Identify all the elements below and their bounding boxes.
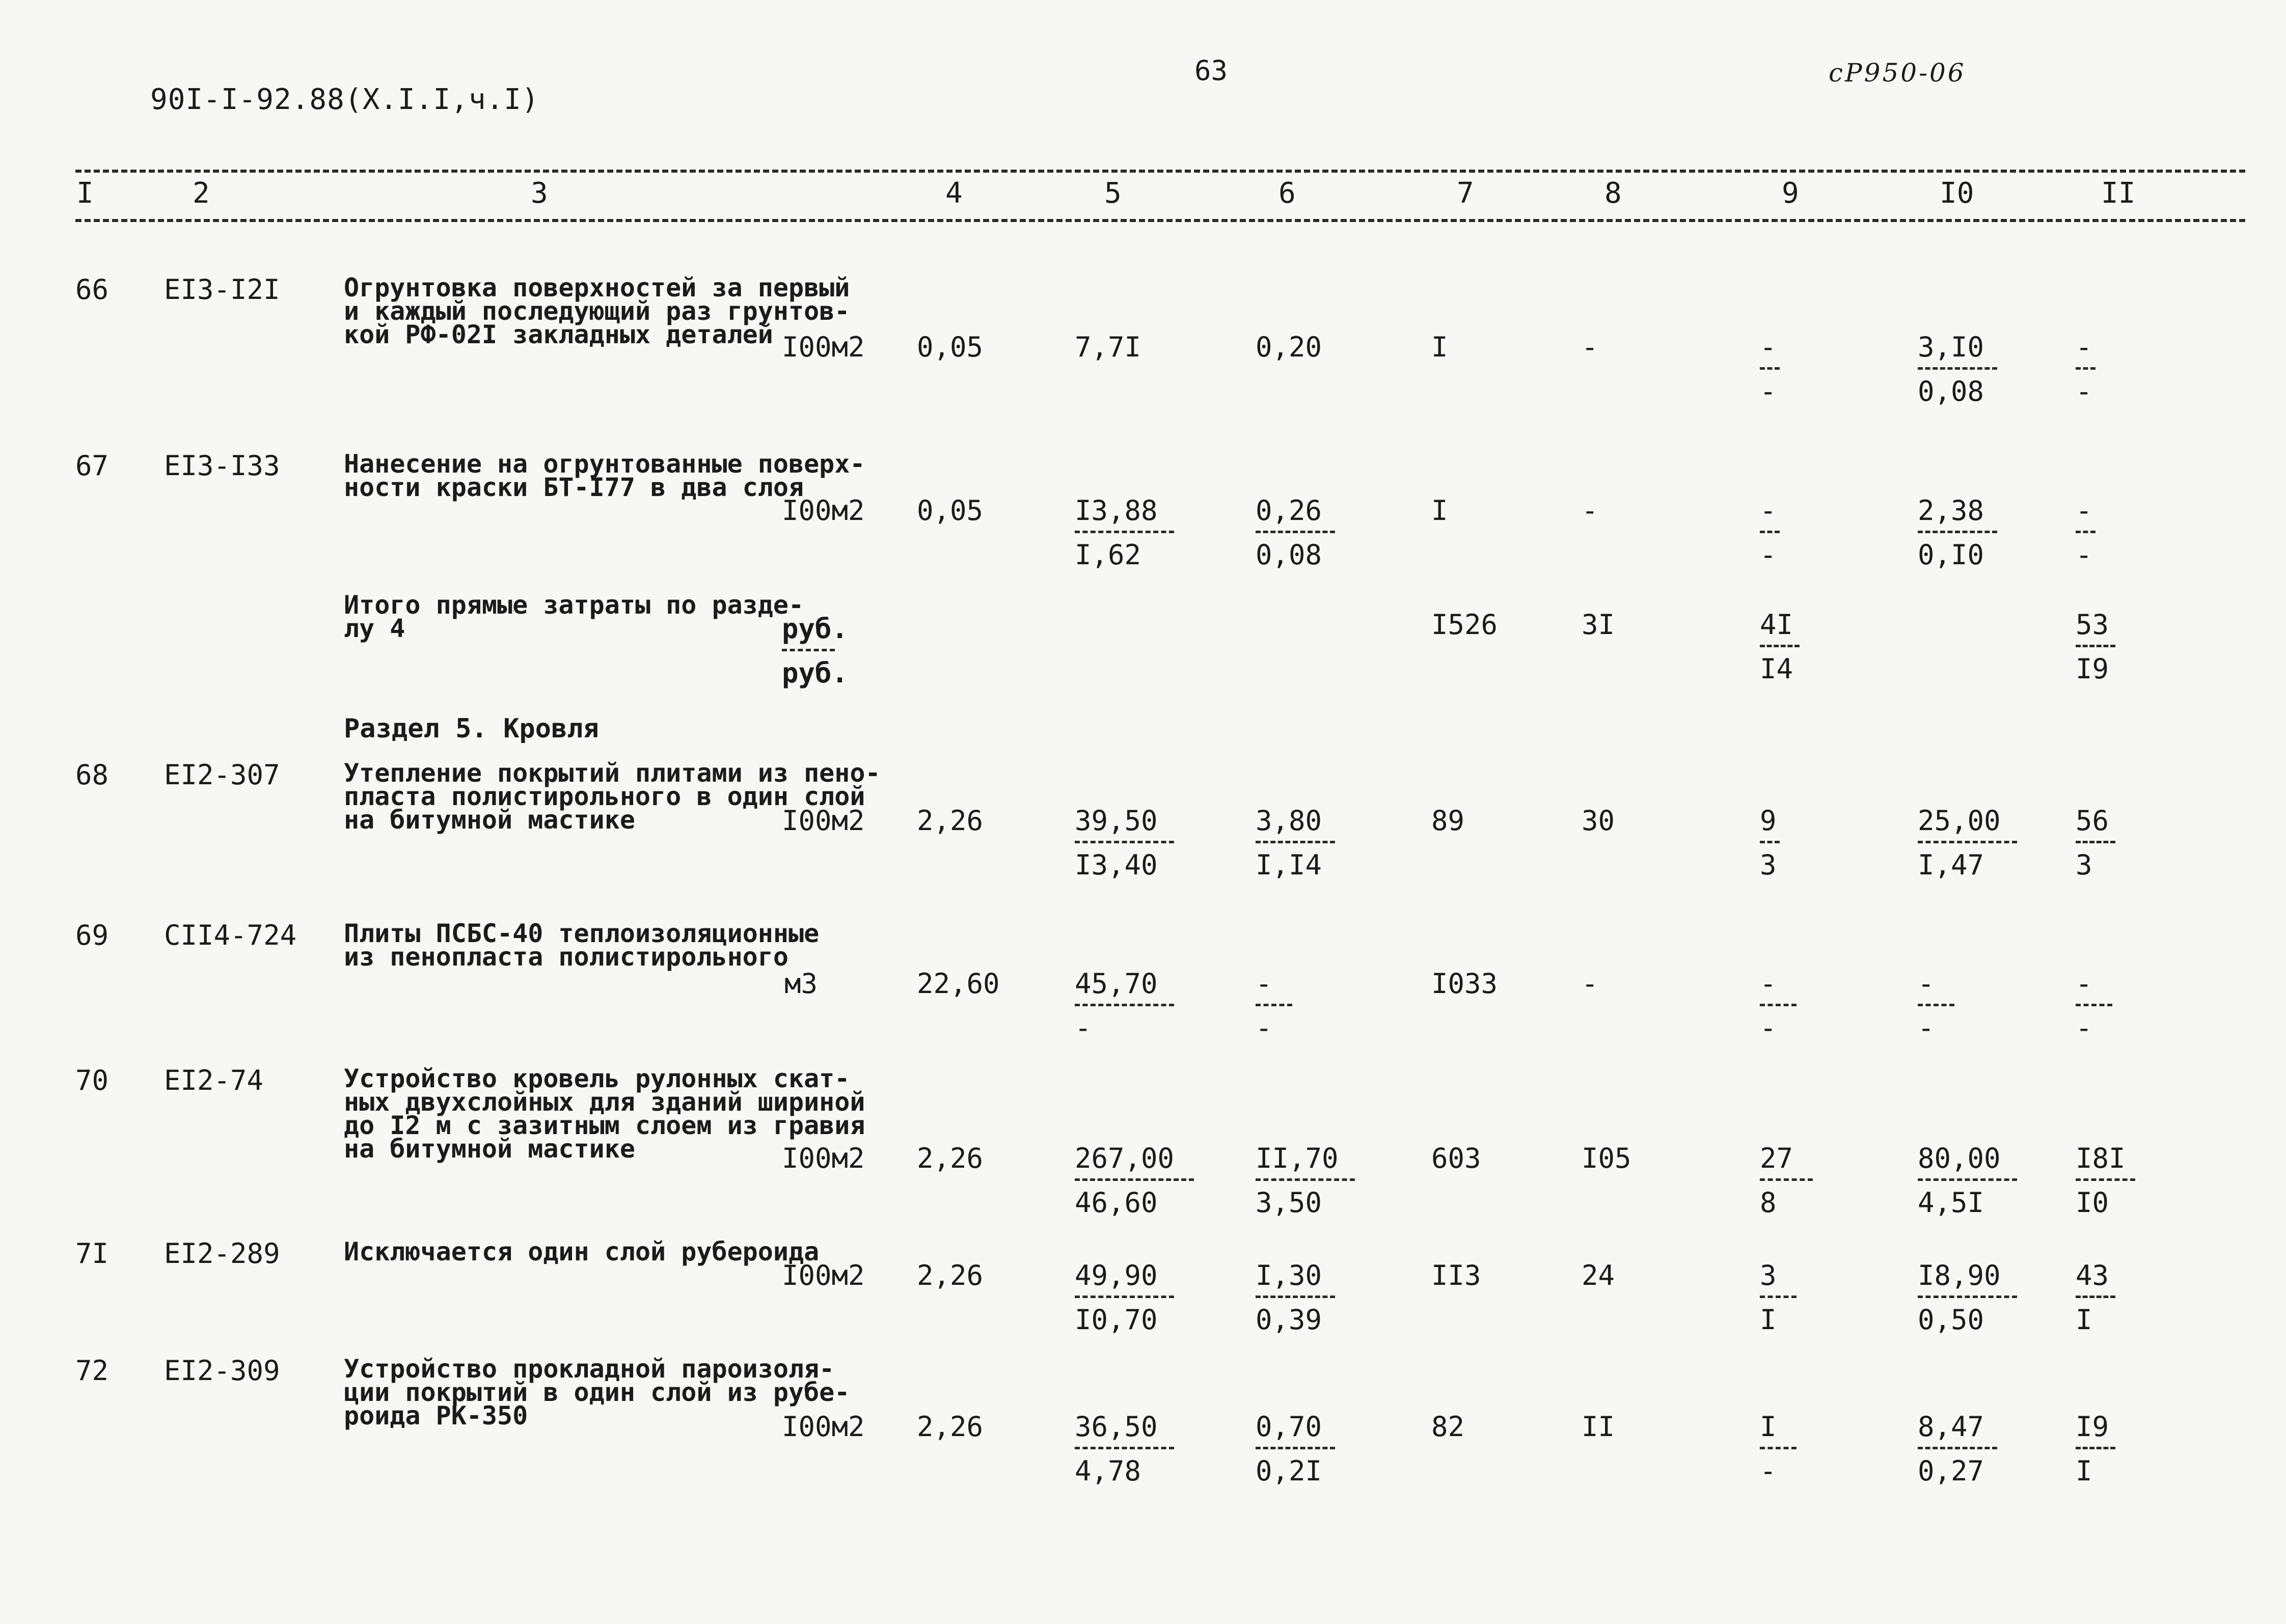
row-code: EI2-307 [164, 759, 280, 791]
row-col8: II [1582, 1411, 1615, 1443]
col-header-11: II [2101, 177, 2136, 210]
row-quantity: 22,60 [917, 968, 1000, 1000]
document-stamp: cP950-06 [1829, 58, 1966, 88]
col-header-3: 3 [531, 177, 548, 210]
row-col10: - - [1918, 970, 1935, 1042]
row-col7: 603 [1431, 1142, 1481, 1174]
col-header-6: 6 [1278, 177, 1296, 210]
row-col11: I8I I0 [2076, 1145, 2126, 1217]
row-col10: 8,47 0,27 [1918, 1413, 1984, 1485]
row-col10: 3,I0 0,08 [1918, 334, 1984, 405]
row-unit: I00м2 [782, 1142, 865, 1174]
row-unit: I00м2 [782, 805, 865, 837]
row-col6: 0,70 0,2I [1256, 1413, 1322, 1485]
row-col6: 0,26 0,08 [1256, 497, 1322, 569]
row-description: Огрунтовка поверхностей за первый и каждый последующий раз грунтов- кой РФ-02I закладных деталей [344, 273, 850, 349]
row-number: 7I [75, 1237, 109, 1270]
col-header-5: 5 [1104, 177, 1122, 210]
header-top-rule [75, 170, 2245, 173]
col-header-2: 2 [193, 177, 210, 210]
document-code: 90I-I-92.88(X.I.I,ч.I) [150, 83, 539, 116]
row-number: 72 [75, 1355, 109, 1387]
row-col9: I - [1760, 1413, 1777, 1485]
row-col6: - - [1256, 970, 1272, 1042]
row-col11: 43 I [2076, 1262, 2109, 1334]
row-col6: 0,20 [1256, 331, 1322, 363]
row-col11: - - [2076, 970, 2092, 1042]
row-quantity: 0,05 [917, 331, 984, 363]
row-col7: I033 [1431, 968, 1498, 1000]
page-number: 63 [1194, 54, 1228, 87]
row-col5: 39,50 I3,40 [1075, 807, 1158, 879]
row-number: 66 [75, 273, 109, 306]
row-quantity: 2,26 [917, 1259, 984, 1291]
row-code: EI2-74 [164, 1064, 264, 1096]
row-quantity: 0,05 [917, 494, 984, 527]
row-col5: 7,7I [1075, 331, 1141, 363]
row-quantity: 2,26 [917, 1142, 984, 1174]
section-title: Раздел 5. Кровля [344, 713, 599, 744]
row-unit: м3 [784, 968, 818, 1000]
row-col10: 2,38 0,I0 [1918, 497, 1984, 569]
row-col5: 36,50 4,78 [1075, 1413, 1158, 1485]
row-col8: - [1582, 494, 1598, 527]
row-col11: - - [2076, 497, 2092, 569]
col-header-4: 4 [945, 177, 963, 210]
row-col10: 25,00 I,47 [1918, 807, 2001, 879]
row-col9: - - [1760, 497, 1777, 569]
row-col9: - - [1760, 334, 1777, 405]
row-col6: II,70 3,50 [1256, 1145, 1339, 1217]
row-unit: I00м2 [782, 1411, 865, 1443]
subtotal-col7: I526 [1431, 609, 1498, 641]
row-description: Плиты ПСБС-40 теплоизоляционные из пенопласта полистирольного [344, 919, 820, 972]
row-number: 68 [75, 759, 109, 791]
subtotal-description: Итого прямые затраты по разде- лу 4 [344, 590, 804, 643]
row-unit: I00м2 [782, 331, 865, 363]
row-quantity: 2,26 [917, 805, 984, 837]
row-number: 67 [75, 450, 109, 482]
row-col7: I [1431, 494, 1448, 527]
row-col9: - - [1760, 970, 1777, 1042]
row-unit: I00м2 [782, 494, 865, 527]
row-col5: I3,88 I,62 [1075, 497, 1158, 569]
row-unit: I00м2 [782, 1259, 865, 1291]
row-description: Нанесение на огрунтованные поверх- ности краски БТ-I77 в два слоя [344, 449, 865, 502]
row-col5: 45,70 - [1075, 970, 1158, 1042]
subtotal-col9: 4I I4 [1760, 611, 1793, 683]
row-col9: 3 I [1760, 1262, 1777, 1334]
row-col11: I9 I [2076, 1413, 2109, 1485]
row-col6: 3,80 I,I4 [1256, 807, 1322, 879]
row-col10: 80,00 4,5I [1918, 1145, 2001, 1217]
subtotal-col11: 53 I9 [2076, 611, 2109, 683]
row-col11: 56 3 [2076, 807, 2109, 879]
col-header-10: I0 [1940, 177, 1974, 210]
row-col8: - [1582, 968, 1598, 1000]
row-code: EI3-I33 [164, 450, 280, 482]
row-col8: - [1582, 331, 1598, 363]
row-description: Утепление покрытий плитами из пено- пласта полистирольного в один слой на битумной мастике [344, 758, 881, 835]
row-col9: 9 3 [1760, 807, 1777, 879]
header-bottom-rule [75, 219, 2245, 222]
row-col5: 49,90 I0,70 [1075, 1262, 1158, 1334]
row-number: 69 [75, 919, 109, 951]
row-code: EI3-I2I [164, 273, 280, 306]
row-col8: 24 [1582, 1259, 1615, 1291]
row-col8: 30 [1582, 805, 1615, 837]
row-number: 70 [75, 1064, 109, 1096]
subtotal-unit: руб. руб. [782, 613, 849, 689]
row-col7: I [1431, 331, 1448, 363]
row-code: EI2-309 [164, 1355, 280, 1387]
row-description: Исключается один слой рубероида [344, 1237, 820, 1267]
row-col10: I8,90 0,50 [1918, 1262, 2001, 1334]
row-col9: 27 8 [1760, 1145, 1793, 1217]
row-col11: - - [2076, 334, 2092, 405]
row-col8: I05 [1582, 1142, 1631, 1174]
row-code: EI2-289 [164, 1237, 280, 1270]
row-quantity: 2,26 [917, 1411, 984, 1443]
col-header-8: 8 [1604, 177, 1622, 210]
col-header-7: 7 [1457, 177, 1474, 210]
row-col7: II3 [1431, 1259, 1481, 1291]
row-code: CII4-724 [164, 919, 297, 951]
row-col6: I,30 0,39 [1256, 1262, 1322, 1334]
row-col7: 82 [1431, 1411, 1465, 1443]
row-description: Устройство прокладной пароизоля- ции покрытий в один слой из рубе- роида РК-350 [344, 1354, 850, 1430]
col-header-9: 9 [1782, 177, 1799, 210]
subtotal-col8: 3I [1582, 609, 1615, 641]
col-header-1: I [76, 177, 94, 210]
row-col5: 267,00 46,60 [1075, 1145, 1174, 1217]
row-description: Устройство кровель рулонных скат- ных двухслойных для зданий шириной до I2 м с зазитным слоем из гравия на битумной мастике [344, 1064, 865, 1164]
row-col7: 89 [1431, 805, 1465, 837]
